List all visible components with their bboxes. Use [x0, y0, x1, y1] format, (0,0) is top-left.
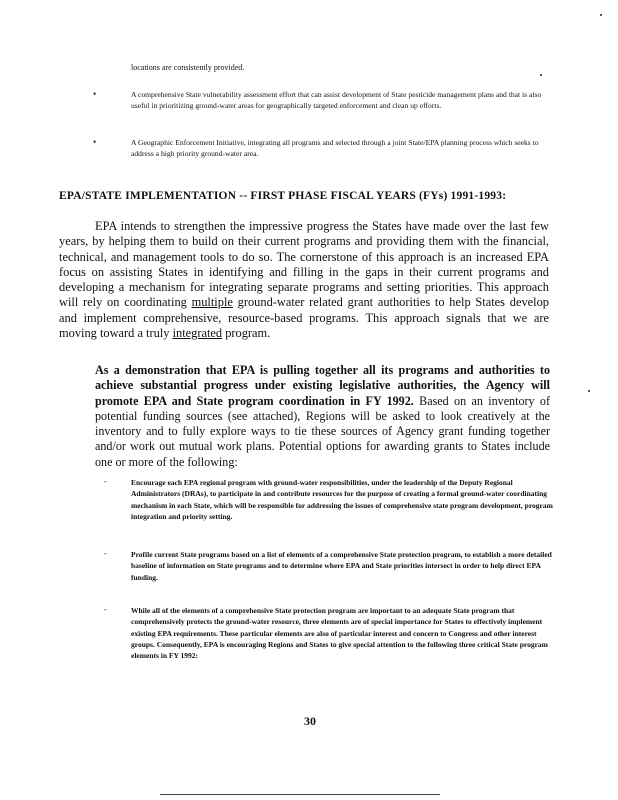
intro-paragraph	[59, 219, 549, 341]
intro-text-1: EPA intends to strengthen the impressive progress the States have made over the last few years, by helping them to build on their current programs and providing them with the financial, technical, and management tools to do so. The cornerstone of this approach is an increased EPA focus on assisting States in identifying and filling in the gaps in their current programs and developing a mechanism for integrating separate programs and setting priorities. This approach will rely on coordinating	[59, 219, 549, 310]
dash-icon: -	[104, 477, 107, 486]
demonstration-bold-text: As a demonstration that EPA is pulling together all its programs and authorities to achieve substantial progress under existing legislative authorities, the Agency will promote EPA and State program coordination in FY 1992.	[95, 363, 550, 408]
intro-text-3: program.	[222, 326, 271, 341]
demonstration-paragraph	[95, 363, 550, 470]
scan-speck	[588, 390, 590, 392]
carryover-text: locations are consistently provided.	[131, 63, 245, 72]
underlined-word-multiple: multiple	[191, 295, 233, 310]
dash-icon: -	[104, 605, 107, 614]
footer-rule	[160, 794, 440, 795]
dash-icon: -	[104, 549, 107, 558]
bullet-text: A Geographic Enforcement Initiative, integrating all programs and selected through a joint State/EPA planning process which seeks to address a high priority ground-water area.	[131, 138, 539, 158]
underlined-word-integrated: integrated	[172, 326, 223, 341]
scan-speck	[600, 14, 602, 16]
sub-bullet-text: Profile current State programs based on a list of elements of a comprehensive State protection program, to establish a more detailed baseline of information on State programs and to determine where EPA and State priorities intersect in order to help direct EPA funding.	[131, 550, 552, 582]
bullet-icon: •	[93, 137, 97, 147]
intro-text-2: ground-water related grant authorities to help States develop and implement comprehensive, resource-based programs. This approach signals that we are moving toward a truly	[59, 295, 549, 341]
page-number: 30	[304, 714, 316, 728]
scan-speck	[540, 74, 542, 76]
section-heading: EPA/STATE IMPLEMENTATION -- FIRST PHASE FISCAL YEARS (FYs) 1991-1993:	[59, 190, 507, 202]
bullet-icon: •	[93, 89, 97, 99]
sub-bullet-text: Encourage each EPA regional program with ground-water responsibilities, under the leadership of the Deputy Regional Administrators (DRAs), to participate in and contribute resources for the purpose of creating a formal ground-water coordinating mechanism in each State, which will be responsible for addressing the issues of comprehensive state program development, program integration and priority setting.	[131, 478, 553, 521]
sub-bullet-text: While all of the elements of a comprehensive State protection program are important to an adequate State program that comprehensively protects the ground-water resource, three elements are of special importance for States to effectively implement existing EPA requirements. These particular elements are also of particular interest and concern to Congress and other interest groups. Consequently, EPA is encouraging Regions and States to give special attention to the following three critical State program elements in FY 1992:	[131, 606, 548, 661]
demonstration-text: Based on an inventory of potential funding sources (see attached), Regions will be asked to look creatively at the inventory and to fully explore ways to tie these sources of Agency grant funding together and/or work out mutual work plans. Potential options for awarding grants to States include one or more of the following:	[95, 393, 551, 469]
bullet-text: A comprehensive State vulnerability assessment effort that can assist development of State pesticide management plans and that is also useful in prioritizing ground-water areas for geographically targeted enforcement and clean up efforts.	[131, 90, 542, 110]
